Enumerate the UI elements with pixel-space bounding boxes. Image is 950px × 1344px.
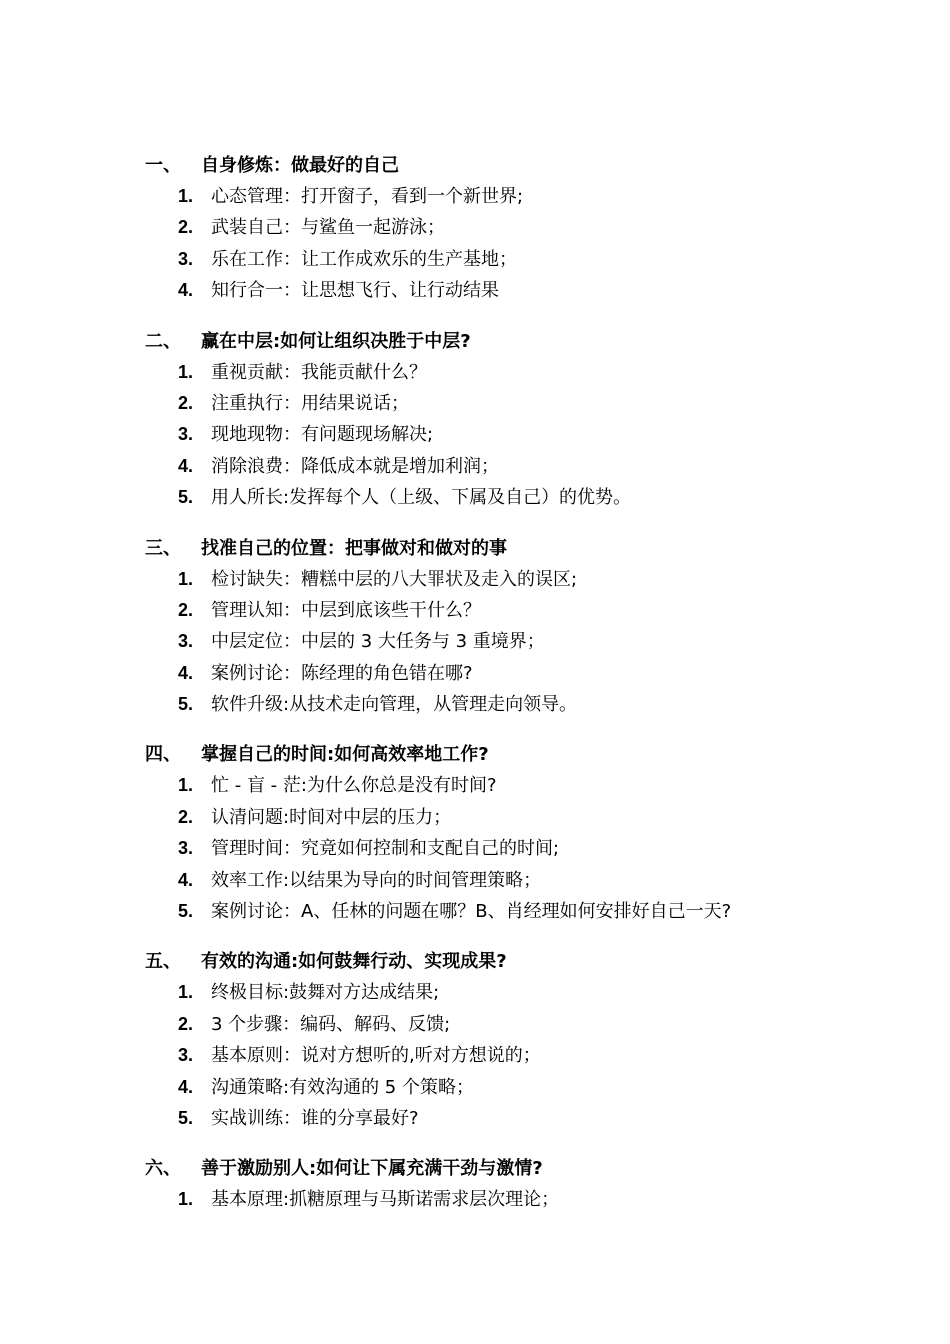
- item-number: 2.: [178, 217, 194, 238]
- list-item: [0, 689, 950, 720]
- item-text: 现地现物：有问题现场解决;: [211, 424, 434, 446]
- section-5: [0, 946, 950, 1134]
- item-text: 武装自己：与鲨鱼一起游泳；: [211, 217, 445, 239]
- item-text: 消除浪费：降低成本就是增加利润；: [211, 455, 499, 477]
- list-item: [0, 658, 950, 689]
- section-title: 找准自己的位置：把事做对和做对的事: [201, 537, 507, 559]
- item-text: 实战训练：谁的分享最好?: [211, 1107, 419, 1129]
- item-text: 案例讨论：A、任林的问题在哪？B、肖经理如何安排好自己一天?: [211, 901, 732, 923]
- item-number: 5.: [178, 1107, 194, 1128]
- document-body: [0, 150, 950, 1235]
- list-item: [0, 977, 950, 1008]
- section-2: [0, 326, 950, 514]
- section-heading: [0, 739, 950, 770]
- section-1: [0, 150, 950, 307]
- list-item: [0, 1184, 950, 1215]
- item-number: 5.: [178, 694, 194, 715]
- item-text: 中层定位：中层的 3 大任务与 3 重境界；: [211, 631, 545, 653]
- item-number: 5.: [178, 901, 194, 922]
- section-heading: [0, 946, 950, 977]
- item-number: 1.: [178, 361, 194, 382]
- item-number: 1.: [178, 186, 194, 206]
- list-item: [0, 419, 950, 450]
- item-number: 4.: [178, 869, 194, 890]
- list-item: [0, 451, 950, 482]
- item-text: 3 个步骤：编码、解码、反馈;: [211, 1013, 451, 1035]
- section-title: 自身修炼：做最好的自己: [201, 155, 399, 176]
- item-number: 4.: [178, 280, 194, 301]
- item-text: 终极目标:鼓舞对方达成结果;: [211, 982, 440, 1004]
- item-text: 心态管理：打开窗子，看到一个新世界;: [211, 186, 524, 207]
- list-item: [0, 1040, 950, 1071]
- list-item: [0, 357, 950, 388]
- list-item: [0, 1103, 950, 1134]
- item-number: 1.: [178, 568, 194, 589]
- list-item: [0, 181, 950, 212]
- item-text: 知行合一：让思想飞行、让行动结果: [211, 280, 499, 302]
- section-number: 六、: [145, 1158, 181, 1180]
- item-number: 1.: [178, 775, 194, 796]
- list-item: [0, 564, 950, 595]
- section-title: 善于激励别人:如何让下属充满干劲与激情?: [201, 1158, 543, 1180]
- item-text: 乐在工作：让工作成欢乐的生产基地；: [211, 248, 517, 270]
- section-heading: [0, 326, 950, 357]
- item-text: 用人所长:发挥每个人（上级、下属及自己）的优势。: [211, 487, 632, 509]
- section-number: 四、: [145, 744, 181, 766]
- item-number: 3.: [178, 631, 194, 652]
- item-number: 3.: [178, 248, 194, 269]
- item-text: 检讨缺失：糟糕中层的八大罪状及走入的误区;: [211, 568, 578, 590]
- list-item: [0, 275, 950, 306]
- list-item: [0, 1009, 950, 1040]
- section-heading: [0, 150, 950, 181]
- list-item: [0, 1072, 950, 1103]
- section-4: [0, 739, 950, 927]
- item-number: 3.: [178, 1045, 194, 1066]
- section-heading: [0, 533, 950, 564]
- item-number: 2.: [178, 806, 194, 827]
- item-number: 3.: [178, 838, 194, 859]
- section-heading: [0, 1153, 950, 1184]
- section-number: 五、: [145, 951, 181, 973]
- list-item: [0, 482, 950, 513]
- item-number: 1.: [178, 1189, 194, 1210]
- item-text: 基本原理:抓糖原理与马斯诺需求层次理论；: [211, 1189, 560, 1211]
- item-text: 软件升级:从技术走向管理，从管理走向领导。: [211, 694, 578, 716]
- item-number: 4.: [178, 662, 194, 683]
- item-number: 4.: [178, 1076, 194, 1097]
- item-number: 1.: [178, 982, 194, 1003]
- list-item: [0, 802, 950, 833]
- item-text: 案例讨论：陈经理的角色错在哪?: [211, 662, 473, 684]
- section-title: 有效的沟通:如何鼓舞行动、实现成果?: [201, 951, 507, 973]
- section-6: [0, 1153, 950, 1215]
- item-text: 重视贡献：我能贡献什么？: [211, 361, 427, 383]
- list-item: [0, 770, 950, 801]
- item-number: 2.: [178, 1013, 194, 1034]
- item-text: 认清问题:时间对中层的压力；: [211, 806, 452, 828]
- list-item: [0, 595, 950, 626]
- item-text: 忙 - 盲 - 茫:为什么你总是没有时间?: [211, 775, 497, 797]
- item-text: 注重执行：用结果说话；: [211, 392, 409, 414]
- item-number: 3.: [178, 424, 194, 445]
- list-item: [0, 388, 950, 419]
- item-number: 4.: [178, 455, 194, 476]
- item-number: 5.: [178, 487, 194, 508]
- item-text: 沟通策略:有效沟通的 5 个策略；: [211, 1076, 474, 1098]
- item-text: 管理时间：究竟如何控制和支配自己的时间;: [211, 838, 560, 860]
- section-3: [0, 533, 950, 721]
- list-item: [0, 244, 950, 275]
- item-text: 管理认知：中层到底该些干什么？: [211, 599, 481, 621]
- item-number: 2.: [178, 599, 194, 620]
- item-text: 基本原则：说对方想听的,听对方想说的；: [211, 1045, 541, 1067]
- section-number: 一、: [145, 155, 181, 176]
- section-title: 赢在中层:如何让组织决胜于中层?: [201, 330, 471, 352]
- section-title: 掌握自己的时间:如何高效率地工作?: [201, 744, 489, 766]
- section-number: 二、: [145, 330, 181, 352]
- item-text: 效率工作:以结果为导向的时间管理策略；: [211, 869, 542, 891]
- list-item: [0, 865, 950, 896]
- section-number: 三、: [145, 537, 181, 559]
- item-number: 2.: [178, 392, 194, 413]
- list-item: [0, 212, 950, 243]
- list-item: [0, 896, 950, 927]
- list-item: [0, 626, 950, 657]
- list-item: [0, 833, 950, 864]
